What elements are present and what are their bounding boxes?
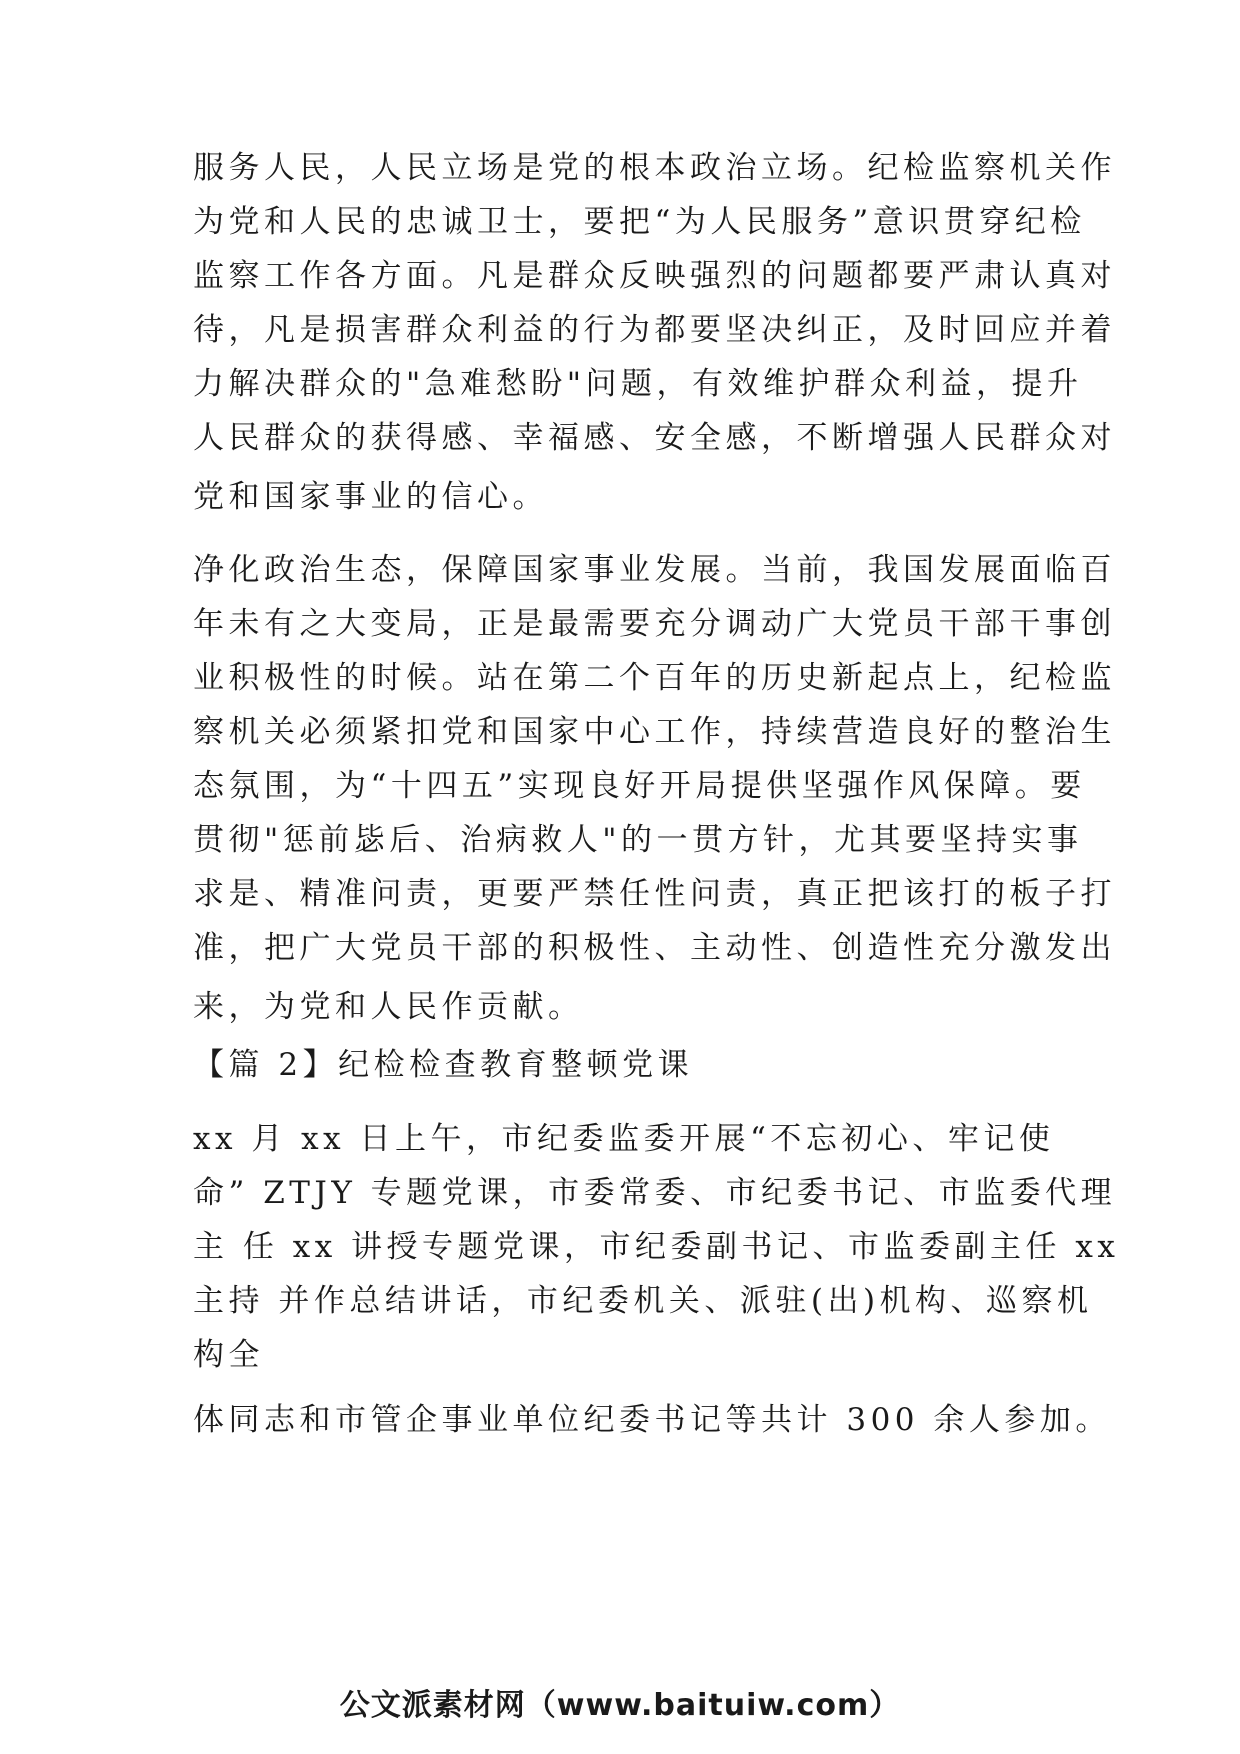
paragraph-1-line-6: 人民群众的获得感、幸福感、安全感，不断增强人民群众对 [193,420,1116,456]
paragraph-2-line-5: 态氛围，为“十四五”实现良好开局提供坚强作风保障。要 [193,768,1086,804]
section-heading: 【篇 2】纪检检查教育整顿党课 [193,1047,694,1083]
paragraph-2-line-3: 业积极性的时候。站在第二个百年的历史新起点上，纪检监 [193,660,1116,696]
paragraph-3-line-2: 命” ZTJY 专题党课，市委常委、市纪委书记、市监委代理 [193,1175,1117,1211]
paragraph-1-line-7: 党和国家事业的信心。 [193,479,548,515]
paragraph-2-line-9: 来，为党和人民作贡献。 [193,989,584,1025]
paragraph-3-line-4: 主持 并作总结讲话，市纪委机关、派驻(出)机构、巡察机 [193,1283,1093,1319]
paragraph-1-line-5: 力解决群众的"急难愁盼"问题，有效维护群众利益，提升 [193,366,1083,402]
paragraph-2-line-2: 年未有之大变局，正是最需要充分调动广大党员干部干事创 [193,606,1116,642]
paragraph-2-line-1: 净化政治生态，保障国家事业发展。当前，我国发展面临百 [193,552,1116,588]
paragraph-2-line-8: 准，把广大党员干部的积极性、主动性、创造性充分激发出 [193,930,1116,966]
paragraph-4-line-1: 体同志和市管企事业单位纪委书记等共计 300 余人参加。 [193,1402,1111,1438]
paragraph-2-line-6: 贯彻"惩前毖后、治病救人"的一贯方针，尤其要坚持实事 [193,822,1083,858]
paragraph-2-line-4: 察机关必须紧扣党和国家中心工作，持续营造良好的整治生 [193,714,1116,750]
paragraph-3-line-5: 构全 [193,1337,264,1373]
paragraph-1-line-1: 服务人民，人民立场是党的根本政治立场。纪检监察机关作 [193,150,1116,186]
paragraph-1-line-4: 待，凡是损害群众利益的行为都要坚决纠正，及时回应并着 [193,312,1116,348]
paragraph-3-line-3: 主 任 xx 讲授专题党课，市纪委副书记、市监委副主任 xx [193,1229,1120,1265]
paragraph-1-line-2: 为党和人民的忠诚卫士，要把“为人民服务”意识贯穿纪检 [193,204,1086,240]
paragraph-2-line-7: 求是、精准问责，更要严禁任性问责，真正把该打的板子打 [193,876,1116,912]
footer-source: 公文派素材网（www.baituiw.com） [339,1688,901,1723]
paragraph-3-line-1: xx 月 xx 日上午，市纪委监委开展“不忘初心、牢记使 [193,1121,1055,1157]
paragraph-1-line-3: 监察工作各方面。凡是群众反映强烈的问题都要严肃认真对 [193,258,1116,294]
